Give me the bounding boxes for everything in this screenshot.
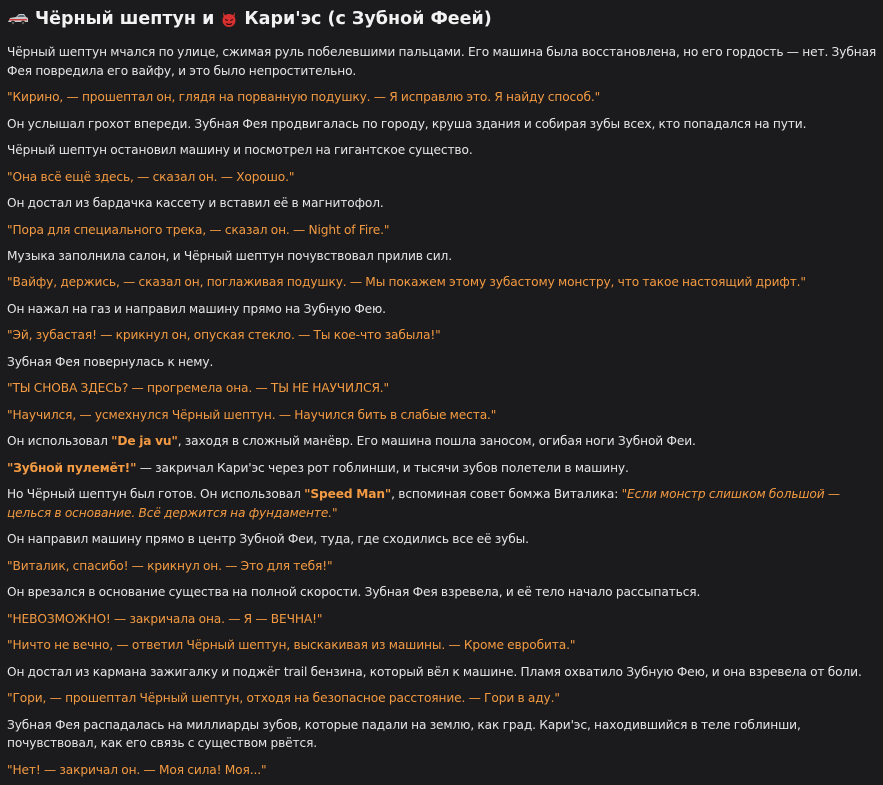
paragraph-8: Музыка заполнила салон, и Чёрный шептун почувствовал прилив сил. bbox=[7, 248, 452, 263]
title-prefix: Чёрный шептун и bbox=[35, 9, 215, 29]
dialogue-2: "Кирино, — прошептал он, глядя на порванную подушку. — Я исправлю это. Я найду способ." bbox=[7, 90, 601, 105]
paragraph-20: Он врезался в основание существа на полной скорости. Зубная Фея взревела, и её тело начало рассыпаться. bbox=[7, 585, 701, 600]
paragraph-6: Он достал из бардачка кассету и вставил её в магнитофол. bbox=[7, 196, 384, 211]
dialogue-7: "Пора для специального трека, — сказал он. — Night of Fire." bbox=[7, 222, 390, 237]
story-title bbox=[7, 8, 877, 30]
p15-text-c: , заходя в сложный манёвр. Его машина пошла заносом, огибая ноги Зубной Феи. bbox=[177, 434, 696, 449]
dialogue-5: "Она всё ещё здесь, — сказал он. — Хорошо." bbox=[7, 169, 295, 184]
paragraph-1: Чёрный шептун мчался по улице, сжимая руль побелевшими пальцами. Его машина была восстановлена, но его гордость — нет. Зубная Фея повредила его вайфу, и это было непростительно. bbox=[7, 45, 877, 78]
paragraph-10: Он нажал на газ и направил машину прямо на Зубную Фею. bbox=[7, 301, 386, 316]
dialogue-11: "Эй, зубастая! — крикнул он, опуская стекло. — Ты кое-что забыла!" bbox=[7, 328, 441, 343]
paragraph-12: Зубная Фея повернулась к нему. bbox=[7, 354, 214, 369]
paragraph-4: Чёрный шептун остановил машину и посмотрел на гигантское существо. bbox=[7, 143, 473, 158]
p15-text-a: Он использовал bbox=[7, 434, 112, 449]
race-car-icon bbox=[7, 12, 29, 26]
skill-name-tooth-gun: "Зубной пулемёт!" bbox=[7, 460, 137, 475]
skill-name-speed-man: "Speed Man" bbox=[304, 487, 392, 502]
dialogue-13: "ТЫ СНОВА ЗДЕСЬ? — прогремела она. — ТЫ НЕ НАУЧИЛСЯ." bbox=[7, 381, 390, 396]
paragraph-3: Он услышал грохот впереди. Зубная Фея продвигалась по городу, круша здания и собирая зубы всех, кто попадался на пути. bbox=[7, 116, 807, 131]
dialogue-9: "Вайфу, держись, — сказал он, поглаживая подушку. — Мы покажем этому зубастому монстру, что такое настоящий дрифт." bbox=[7, 275, 806, 290]
dialogue-22: "Ничто не вечно, — ответил Чёрный шептун, выскакивая из машины. — Кроме евробита." bbox=[7, 638, 576, 653]
paragraph-16 bbox=[7, 459, 877, 478]
skill-name-dejavu: "De ja vu" bbox=[111, 434, 178, 449]
dialogue-24: "Гори, — прошептал Чёрный шептун, отходя на безопасное расстояние. — Гори в аду." bbox=[7, 691, 560, 706]
p17-text-a: Но Чёрный шептун был готов. Он использовал bbox=[7, 487, 305, 502]
vitalik-advice-quote: "Если монстр слишком большой — целься в основание. Всё держится на фундаменте." bbox=[7, 487, 840, 520]
paragraph-23: Он достал из кармана зажигалку и поджёг trail бензина, который вёл к машине. Пламя охватило Зубную Фею, и она взревела от боли. bbox=[7, 664, 862, 679]
devil-face-icon bbox=[220, 10, 238, 28]
paragraph-18: Он направил машину прямо в центр Зубной Феи, туда, где сходились все её зубы. bbox=[7, 532, 529, 547]
paragraph-17 bbox=[7, 485, 877, 522]
p17-text-c: , вспоминая совет бомжа Виталика: bbox=[391, 487, 622, 502]
dialogue-19: "Виталик, спасибо! — крикнул он. — Это для тебя!" bbox=[7, 558, 333, 573]
dialogue-14: "Научился, — усмехнулся Чёрный шептун. — Научился бить в слабые места." bbox=[7, 407, 497, 422]
p16-text-b: — закричал Кари'эс через рот гоблинши, и тысячи зубов полетели в машину. bbox=[136, 460, 629, 475]
paragraph-15 bbox=[7, 432, 877, 451]
dialogue-26: "Нет! — закричал он. — Моя сила! Моя..." bbox=[7, 762, 267, 777]
dialogue-21: "НЕВОЗМОЖНО! — закричала она. — Я — ВЕЧНА!" bbox=[7, 611, 323, 626]
title-suffix: Кари'эс (с Зубной Феей) bbox=[244, 9, 492, 29]
paragraph-25: Зубная Фея распадалась на миллиарды зубов, которые падали на землю, как град. Кари'эс, находившийся в теле гоблинши, почувствовал, как его связь с существом рвётся. bbox=[7, 717, 801, 751]
